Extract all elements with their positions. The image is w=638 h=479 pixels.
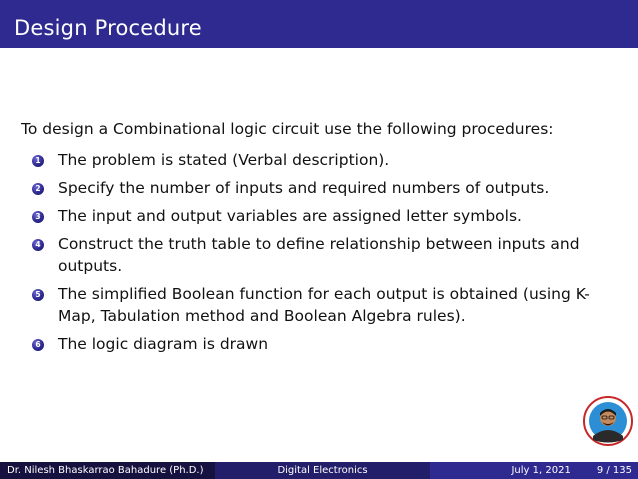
procedure-step (32, 205, 612, 227)
procedure-list (32, 149, 612, 361)
step-number-badge: 2 (32, 183, 44, 195)
step-text: The simplified Boolean function for each output is obtained (using K-Map, Tabulation method and Boolean Algebra rules). (58, 285, 590, 325)
step-number-badge: 6 (32, 339, 44, 351)
procedure-step (32, 283, 612, 327)
footer-author: Dr. Nilesh Bhaskarrao Bahadure (Ph.D.) (0, 462, 215, 479)
footer-date: July 1, 2021 (511, 465, 571, 476)
footer-page-number: 9 / 135 (596, 465, 632, 476)
step-text: The problem is stated (Verbal description). (58, 151, 390, 169)
step-number-badge: 5 (32, 289, 44, 301)
step-number-badge: 4 (32, 239, 44, 251)
procedure-step (32, 233, 612, 277)
procedure-step (32, 149, 612, 171)
step-text: Construct the truth table to define relationship between inputs and outputs. (58, 235, 580, 275)
portrait-icon (583, 396, 633, 446)
footer-meta (430, 462, 638, 479)
slide-footer (0, 462, 638, 479)
footer-course: Digital Electronics (215, 462, 430, 479)
procedure-step (32, 333, 612, 355)
procedure-step (32, 177, 612, 199)
slide-title-bar (0, 0, 638, 48)
step-text: Specify the number of inputs and required numbers of outputs. (58, 179, 550, 197)
author-photo-logo (583, 396, 633, 446)
slide-title: Design Procedure (14, 16, 202, 40)
step-number-badge: 3 (32, 211, 44, 223)
step-text: The input and output variables are assigned letter symbols. (58, 207, 522, 225)
step-text: The logic diagram is drawn (58, 335, 269, 353)
intro-text: To design a Combinational logic circuit use the following procedures: (21, 120, 554, 138)
step-number-badge: 1 (32, 155, 44, 167)
